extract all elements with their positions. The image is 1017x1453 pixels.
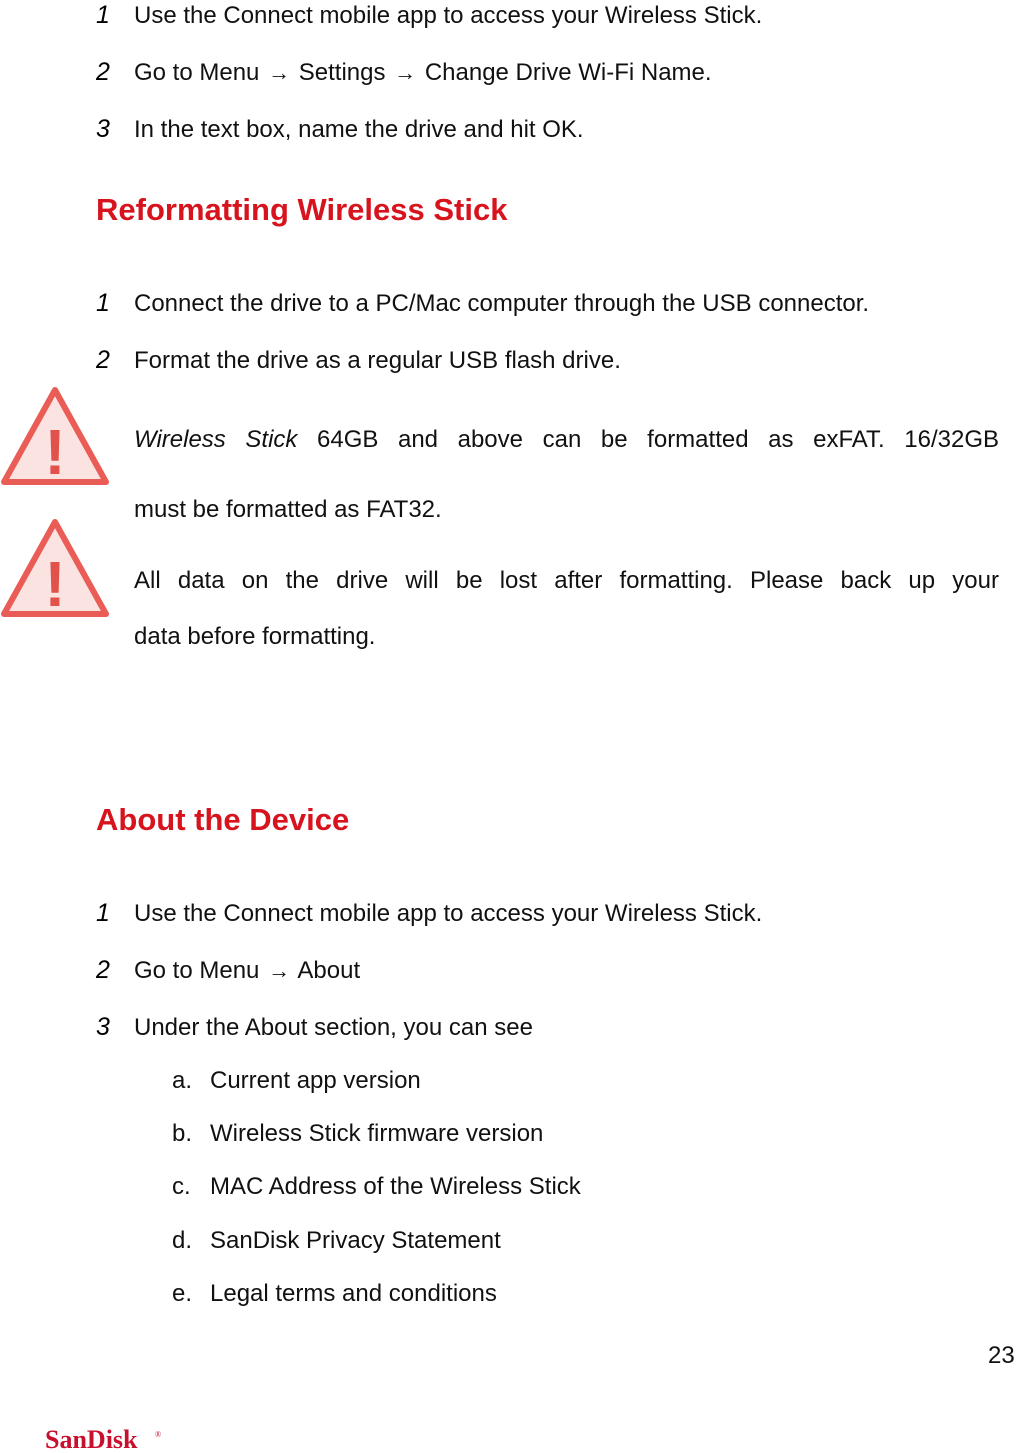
note-line: All data on the drive will be lost after formatting. Please back up your <box>134 567 999 594</box>
note-line: data before formatting. <box>134 623 376 650</box>
menu-path-part: Go to Menu <box>134 957 260 984</box>
item-letter: e. <box>172 1280 193 1307</box>
note-line: must be formatted as FAT32. <box>134 496 442 523</box>
about-step-3 <box>96 1012 996 1052</box>
about-item <box>172 1279 497 1311</box>
about-item <box>172 1119 543 1151</box>
reformat-step-2 <box>96 345 996 385</box>
reformat-heading: Reformatting Wireless Stick <box>96 192 508 227</box>
about-item <box>172 1172 581 1204</box>
step-text: Format the drive as a regular USB flash drive. <box>134 347 621 374</box>
warning-mark: ! <box>44 416 66 486</box>
step-number: 3 <box>96 1013 110 1041</box>
intro-step-1 <box>96 0 996 40</box>
step-number: 1 <box>96 1 110 29</box>
step-text <box>134 957 360 985</box>
step-text: Connect the drive to a PC/Mac computer through the USB connector. <box>134 290 870 317</box>
arrow-right-icon: → <box>268 958 291 983</box>
warning-icon <box>0 518 110 618</box>
menu-path-part: Settings <box>298 59 386 86</box>
sandisk-logo <box>45 1423 165 1453</box>
page-number: 23 <box>988 1342 1015 1369</box>
product-name: Wireless Stick <box>134 426 298 453</box>
about-item <box>172 1066 421 1098</box>
menu-path-part: About <box>297 957 361 984</box>
item-letter: d. <box>172 1227 193 1254</box>
about-step-2 <box>96 955 996 995</box>
about-item <box>172 1226 501 1258</box>
note-data-loss <box>134 553 999 665</box>
reformat-step-1 <box>96 288 996 328</box>
logo-wordmark: SanDisk <box>45 1425 138 1453</box>
note-line <box>134 405 999 475</box>
about-heading: About the Device <box>96 802 350 837</box>
step-number: 1 <box>96 289 110 317</box>
step-number: 1 <box>96 899 110 927</box>
warning-icon <box>0 386 110 486</box>
step-text: In the text box, name the drive and hit OK. <box>134 116 584 143</box>
arrow-right-icon: → <box>268 60 291 85</box>
arrow-right-icon: → <box>394 60 417 85</box>
menu-path-part: Go to Menu <box>134 59 260 86</box>
step-number: 2 <box>96 346 110 374</box>
item-text: Legal terms and conditions <box>210 1280 497 1307</box>
item-letter: b. <box>172 1120 193 1147</box>
step-text <box>134 59 712 87</box>
item-letter: c. <box>172 1173 191 1200</box>
step-text: Under the About section, you can see <box>134 1014 533 1041</box>
menu-path-part: Change Drive Wi-Fi Name. <box>424 59 712 86</box>
note-text: 64GB and above can be formatted as exFAT. 16/32GB <box>297 426 1000 453</box>
item-letter: a. <box>172 1067 193 1094</box>
item-text: SanDisk Privacy Statement <box>210 1227 501 1254</box>
item-text: Wireless Stick firmware version <box>210 1120 544 1147</box>
step-number: 2 <box>96 58 110 86</box>
item-text: MAC Address of the Wireless Stick <box>210 1173 581 1200</box>
step-text: Use the Connect mobile app to access your Wireless Stick. <box>134 2 763 29</box>
note-format-size <box>134 405 999 545</box>
item-text: Current app version <box>210 1067 421 1094</box>
intro-step-2 <box>96 57 996 97</box>
intro-step-3 <box>96 114 996 154</box>
step-number: 2 <box>96 956 110 984</box>
registered-mark: ® <box>155 1430 162 1439</box>
step-text: Use the Connect mobile app to access your Wireless Stick. <box>134 900 763 927</box>
warning-mark: ! <box>44 548 66 618</box>
step-number: 3 <box>96 115 110 143</box>
about-step-1 <box>96 898 996 938</box>
